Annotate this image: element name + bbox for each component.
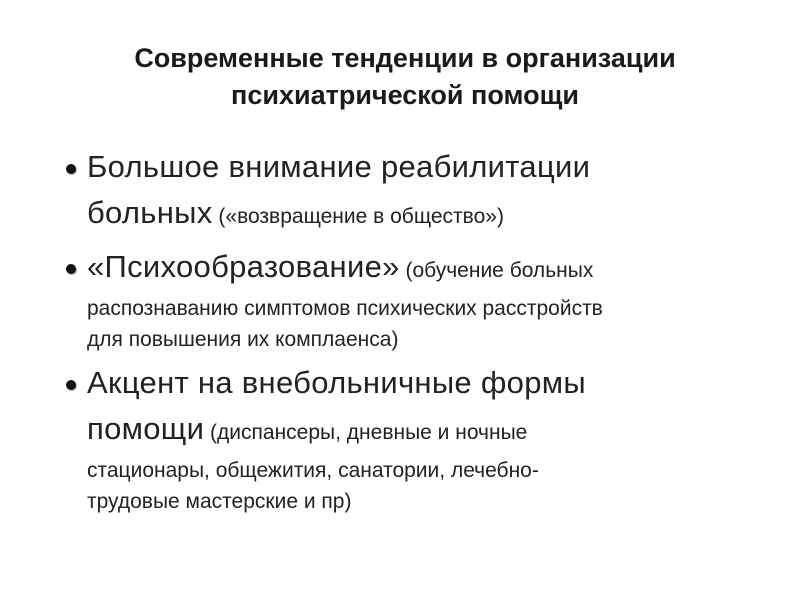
bullet-text-note: для повышения их комплаенса) xyxy=(87,328,399,351)
bullet-text-note: распознаванию симптомов психических расстройств xyxy=(87,297,603,320)
bullet-line xyxy=(87,363,760,409)
bullet-text-note: трудовые мастерские и пр) xyxy=(87,490,352,513)
bullet-text-note: («возвращение в общество») xyxy=(212,205,504,228)
bullet-text-main: больных xyxy=(87,195,213,230)
bullet-text-main: Акцент на внебольничные формы xyxy=(87,365,586,400)
bullet-text-main: Большое внимание реабилитации xyxy=(87,149,591,184)
bullet-text-main: помощи xyxy=(87,411,205,446)
bullet-dot-icon xyxy=(66,380,76,390)
slide-title-line-2: психиатрической помощи xyxy=(231,80,579,110)
bullet-dot-icon xyxy=(66,264,76,274)
bullet-text-note: (обучение больных xyxy=(399,259,594,282)
bullet-dot-icon xyxy=(66,164,76,174)
bullet-line xyxy=(87,409,760,455)
slide-title-line-1: Современные тенденции в организации xyxy=(134,43,676,73)
bullet-item-outpatient-care xyxy=(60,363,760,517)
bullet-item-psychoeducation xyxy=(60,247,760,355)
bullet-line xyxy=(87,193,760,239)
bullet-line xyxy=(87,247,760,293)
bullet-text-main: «Психообразование» xyxy=(87,249,400,284)
bullet-text-note: (диспансеры, дневные и ночные xyxy=(204,421,528,444)
slide-title xyxy=(60,40,750,114)
bullet-item-rehabilitation xyxy=(60,147,760,239)
bullet-line xyxy=(87,147,760,193)
bullet-text-note: стационары, общежития, санатории, лечебно- xyxy=(87,459,539,482)
bullet-list xyxy=(60,147,760,525)
